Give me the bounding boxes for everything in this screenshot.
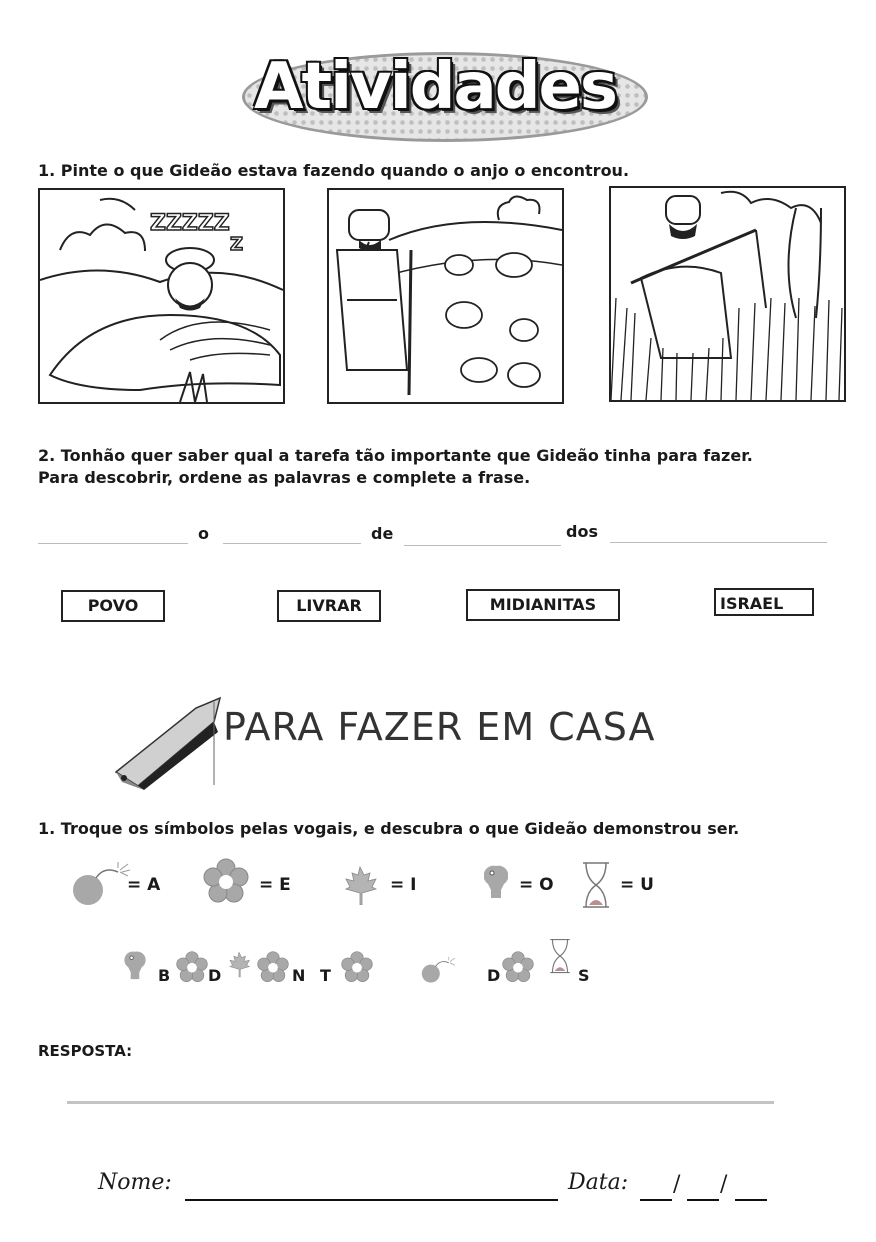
legend-i: = I: [390, 875, 417, 895]
word-box-povo[interactable]: POVO: [61, 590, 165, 622]
pencil-icon: [108, 690, 228, 790]
code-light-bulb-icon: [124, 950, 146, 986]
blank-1[interactable]: [38, 525, 188, 544]
sentence-word-dos: dos: [566, 522, 598, 541]
word-box-livrar[interactable]: LIVRAR: [277, 590, 381, 622]
bomb-icon: [70, 862, 130, 906]
legend-a: = A: [127, 875, 161, 895]
code-letter-n: N: [292, 966, 306, 985]
legend-u: = U: [620, 875, 654, 895]
legend-o: = O: [519, 875, 554, 895]
question-2-line-2: Para descobrir, ordene as palavras e complete a frase.: [38, 468, 531, 487]
code-letter-t: T: [320, 966, 331, 985]
picture-sleeping[interactable]: [38, 188, 285, 404]
sleeping-man-illustration: [40, 190, 283, 402]
date-label: Data:: [568, 1170, 629, 1195]
question-2-line-1: 2. Tonhão quer saber qual a tarefa tão importante que Gideão tinha para fazer.: [38, 446, 753, 465]
code-flower-icon: [341, 950, 373, 984]
page-title: Atividades: [253, 50, 617, 124]
svg-text:Z: Z: [230, 234, 244, 255]
code-maple-leaf-icon: [226, 950, 252, 978]
code-flower-icon: [257, 950, 289, 984]
answer-label: RESPOSTA:: [38, 1042, 133, 1060]
blank-4[interactable]: [610, 524, 827, 543]
word-box-midianitas[interactable]: MIDIANITAS: [466, 589, 620, 621]
date-separator: /: [673, 1172, 681, 1197]
blank-3[interactable]: [404, 527, 561, 546]
date-year-field[interactable]: [735, 1199, 767, 1201]
svg-text:ZZZZZ: ZZZZZ: [150, 211, 230, 236]
word-box-israel[interactable]: ISRAEL: [714, 588, 814, 616]
question-1: 1. Pinte o que Gideão estava fazendo quando o anjo o encontrou.: [38, 161, 630, 180]
sentence-word-de: de: [371, 524, 394, 543]
picture-shepherd[interactable]: [327, 188, 564, 404]
code-letter-b: B: [158, 966, 171, 985]
legend-e: = E: [259, 875, 291, 895]
code-hourglass-icon: [548, 936, 572, 976]
light-bulb-icon: [484, 864, 508, 906]
title-banner: [212, 44, 658, 144]
name-label: Nome:: [98, 1170, 172, 1195]
code-flower-icon: [176, 950, 208, 984]
code-letter-s: S: [578, 966, 590, 985]
sentence-word-o: o: [198, 524, 209, 543]
date-month-field[interactable]: [687, 1199, 719, 1201]
maple-leaf-icon: [340, 865, 380, 905]
code-letter-d-2: D: [487, 966, 501, 985]
flower-icon: [203, 858, 249, 904]
shepherd-with-sheep-illustration: [329, 190, 562, 402]
name-field[interactable]: [185, 1199, 558, 1201]
blank-2[interactable]: [223, 525, 361, 544]
picture-threshing[interactable]: [609, 186, 846, 402]
code-letter-d: D: [208, 966, 222, 985]
code-flower-icon: [502, 950, 534, 984]
date-separator: /: [720, 1172, 728, 1197]
hourglass-icon: [580, 860, 612, 910]
answer-line[interactable]: [67, 1101, 774, 1104]
homework-question: 1. Troque os símbolos pelas vogais, e descubra o que Gideão demonstrou ser.: [38, 819, 740, 838]
code-bomb-icon: [420, 955, 456, 985]
date-day-field[interactable]: [640, 1199, 672, 1201]
threshing-wheat-illustration: [611, 188, 844, 400]
homework-heading: PARA FAZER EM CASA: [223, 705, 656, 749]
